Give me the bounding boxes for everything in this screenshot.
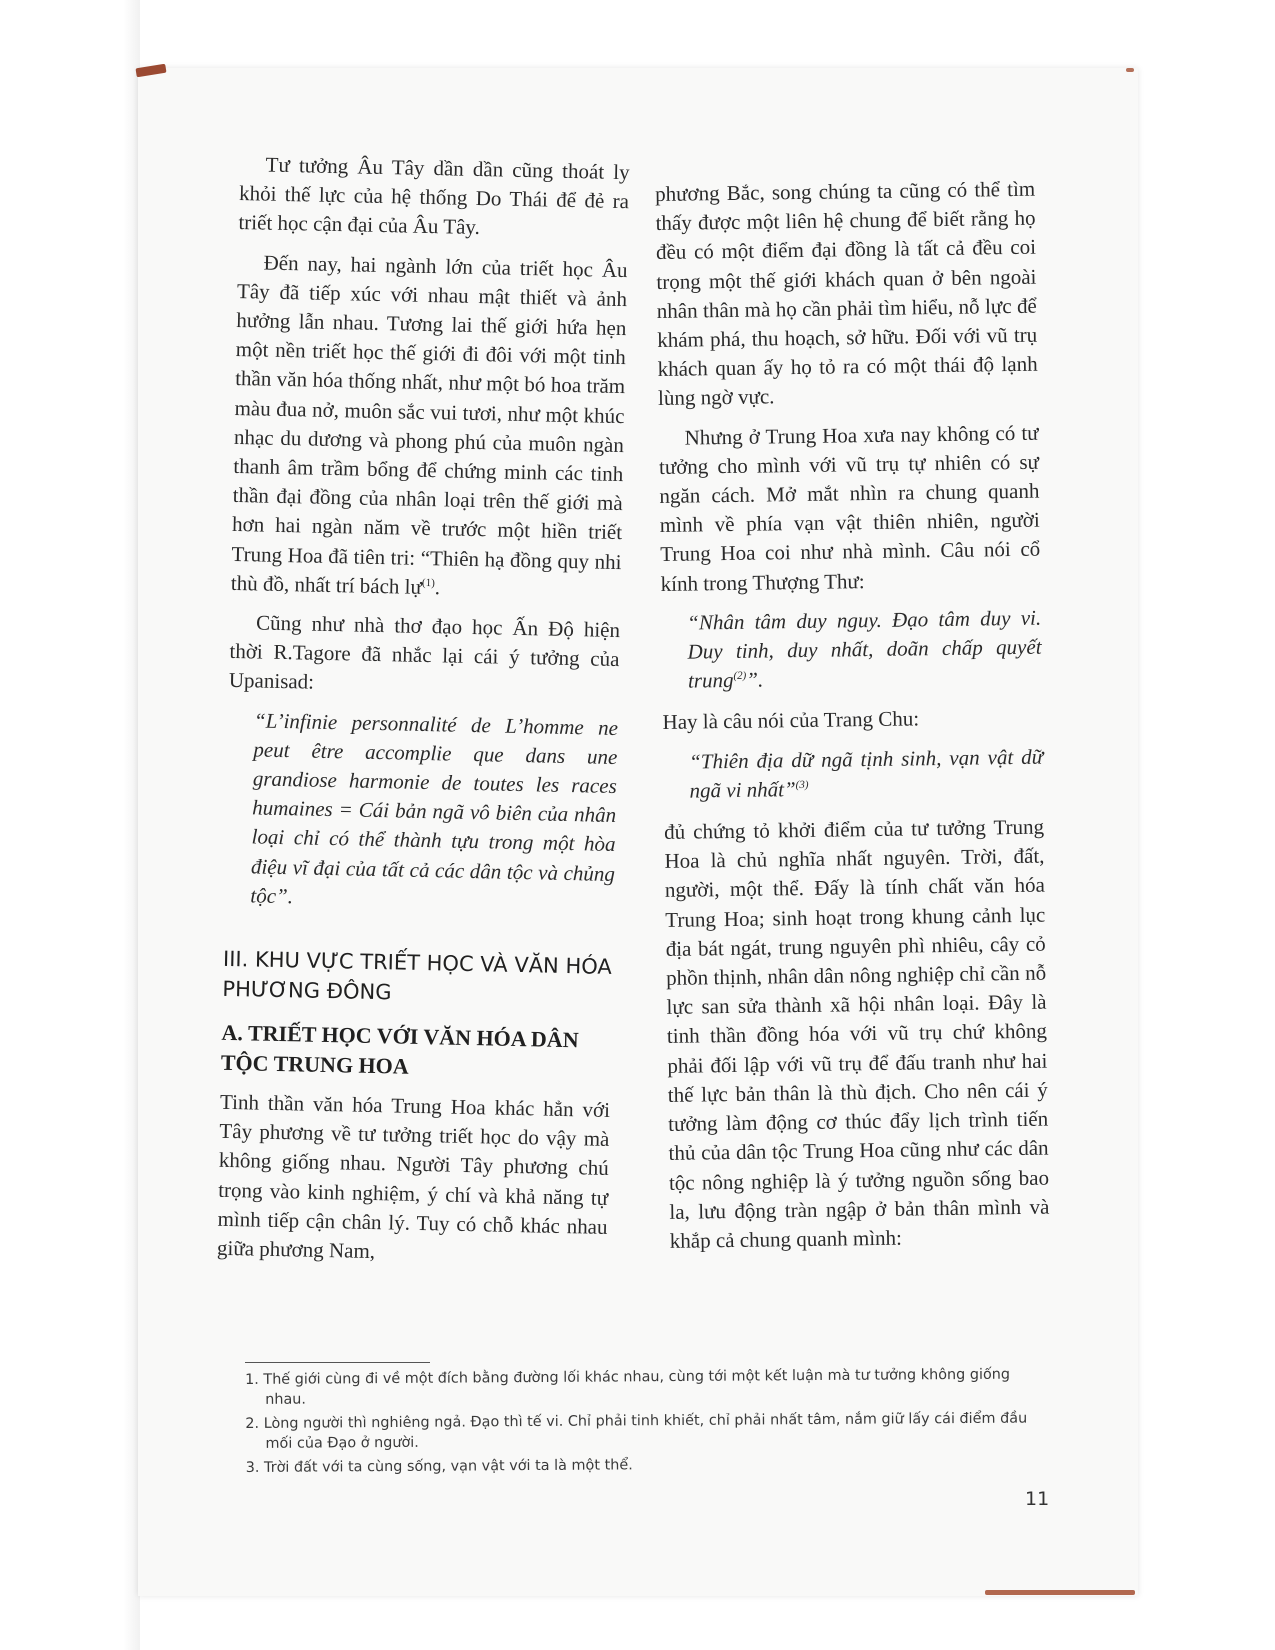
paragraph: phương Bắc, song chúng ta cũng có thể tìm thấy được một liên hệ chung để biết rằng họ đều có một điểm đại đồng là tất cả đều coi trọng một thế giới khách quan ở bên ngoài nhân thân mà họ cần phải tìm hiểu, nỗ lực để khám phá, thu hoạch, sở hữu. Đối với vũ trụ khách quan ấy họ tỏ ra có một thái độ lạnh lùng ngờ vực.: [655, 176, 1038, 411]
footnote: 1. Thế giới cùng đi về một đích bằng đường lối khác nhau, cùng tới một kết luận mà tư tưởng không giống nhau.: [245, 1366, 1011, 1408]
page-corner-mark-right: [1126, 68, 1134, 72]
paragraph: đủ chứng tỏ khởi điểm của tư tưởng Trung Hoa là chủ nghĩa nhất nguyên. Trời, đất, người, một thể. Đấy là tính chất văn hóa Trung Hoa; sinh hoạt trong khung cảnh lục địa bát ngát, trung nguyên phì nhiêu, cây cỏ phồn thịnh, nhân dân nông nghiệp chỉ cần nỗ lực san sửa thành xã hội nhân loại. Đây là tinh thần đồng hóa với vũ trụ chứ không phải đối lập với vũ trụ để đấu tranh như hai thế lực bản thân là thù địch. Cho nên cái ý tưởng làm động cơ thúc đẩy lịch trình tiến thủ của dân tộc Trung Hoa cũng như các dân tộc nông nghiệp là ý tưởng nguồn sống bao la, lưu động tràn ngập ở bản thân mình và khắp cả chung quanh mình:: [663, 814, 1050, 1253]
footnote-ref: (1): [421, 576, 435, 590]
sub-heading: A. TRIẾT HỌC VỚI VĂN HÓA DÂN TỘC TRUNG HOA: [220, 1019, 579, 1079]
paragraph: Tinh thần văn hóa Trung Hoa khác hẳn với Tây phương về tư tưởng triết học do vậy mà không giống nhau. Người Tây phương chú trọng vào kinh nghiệm, ý chí và khả năng tự mình tiếp cận chân lý. Tuy có chỗ khác nhau giữa phương Nam,: [216, 1089, 611, 1264]
quote-text: “Thiên địa dữ ngã tịnh sinh, vạn vật dữ ngã vi nhất”: [688, 744, 1044, 803]
right-column: [655, 175, 1050, 1266]
footnote: 3. Trời đất với ta cùng sống, vạn vật với ta là một thể.: [245, 1457, 633, 1476]
block-quote: [689, 742, 1044, 805]
paragraph: Tư tưởng Âu Tây dần dần cũng thoát ly khỏi thế lực của hệ thống Do Thái để đẻ ra triết học cận đại của Âu Tây.: [238, 152, 630, 240]
page-number: 11: [1025, 1488, 1050, 1510]
quote-end: ”.: [746, 667, 764, 693]
paragraph: Hay là câu nói của Trang Chu:: [662, 706, 920, 735]
paragraph-text: Đến nay, hai ngành lớn của triết học Âu Tây đã tiếp xúc với nhau mật thiết và ảnh hưởng lẫn nhau. Tương lai thế giới hứa hẹn một nền triết học thế giới đi đôi với một tinh thần văn hóa thống nhất, như một bó hoa trăm màu đua nở, muôn sắc vui tươi, như một khúc nhạc du dương và phong phú của muôn ngàn thanh âm trầm bổng để chứng minh các tinh thần đại đồng của nhân loại trên thế giới mà hơn hai ngàn năm về trước một hiền triết Trung Hoa đã tiên tri: “Thiên hạ đồng quy nhi thù đồ, nhất trí bách lự: [230, 250, 628, 599]
block-quote: “L’infinie personnalité de L’homme ne peut être accomplie que dans une grandiose harmonie de toutes les races humaines = Cái bản ngã vô biên của nhân loại chỉ có thể thành tựu trong một hòa điệu vĩ đại của tất cả các dân tộc và chủng tộc”.: [250, 708, 619, 909]
footnote-ref: (2): [733, 670, 747, 683]
paragraph: Nhưng ở Trung Hoa xưa nay không có tư tưởng cho mình với vũ trụ tự nhiên có sự ngăn cách. Mở mắt nhìn ra chung quanh mình về phía vạn vật thiên nhiên, người Trung Hoa coi như nhà mình. Câu nói cổ kính trong Thượng Thư:: [658, 420, 1041, 596]
paragraph-end: .: [434, 575, 441, 600]
paragraph: Cũng như nhà thơ đạo học Ấn Độ hiện thời R.Tagore đã nhắc lại cái ý tưởng của Upanisad:: [228, 610, 621, 695]
footnote: 2. Lòng người thì nghiêng ngả. Đạo thì tế vi. Chỉ phải tinh khiết, chỉ phải nhất tâm, nắm giữ lấy cái điểm đầu mối của Đạo ở người.: [245, 1410, 1028, 1452]
footnote-ref: (3): [795, 778, 809, 791]
footnotes: [245, 1364, 1046, 1482]
page-edge-stripe: [985, 1590, 1135, 1595]
paragraph: [231, 248, 628, 607]
footnote-rule: [245, 1362, 430, 1363]
scan-margin: [0, 0, 140, 1650]
left-column: [216, 150, 629, 1281]
section-heading: III. KHU VỰC TRIẾT HỌC VÀ VĂN HÓA PHƯƠNG ĐÔNG: [222, 946, 613, 1005]
block-quote: [687, 603, 1042, 696]
quote-text: “Nhân tâm duy nguy. Đạo tâm duy vi. Duy tinh, duy nhất, doãn chấp quyết trung: [687, 605, 1042, 693]
